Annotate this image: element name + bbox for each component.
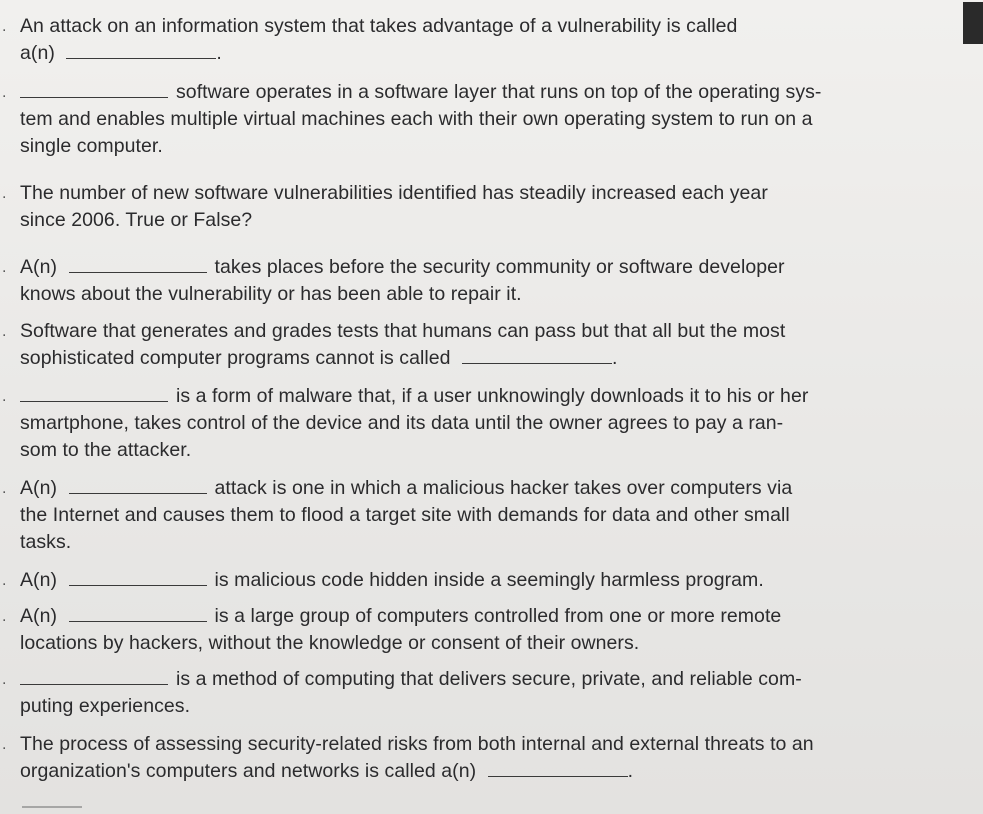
question-punctuation: . — [627, 760, 634, 782]
question-text: An attack on an information system that takes advantage of a vulnerability is called — [20, 15, 738, 37]
answer-blank[interactable] — [20, 83, 168, 98]
answer-blank[interactable] — [69, 571, 207, 586]
question-number: . — [2, 736, 7, 753]
answer-blank[interactable] — [69, 258, 207, 273]
question-text: software operates in a software layer that runs on top of the operating sys- — [176, 81, 822, 103]
answer-blank[interactable] — [66, 44, 216, 59]
question-6 — [2, 383, 910, 464]
answer-blank[interactable] — [69, 607, 207, 622]
question-text: A(n) — [20, 256, 58, 278]
question-number: . — [2, 480, 7, 497]
question-text: The process of assessing security-related risks from both internal and external threats to an — [20, 733, 814, 755]
question-punctuation: . — [612, 347, 618, 369]
question-text: puting experiences. — [20, 695, 191, 717]
answer-blank[interactable] — [488, 762, 628, 777]
answer-blank[interactable] — [462, 349, 612, 364]
question-3 — [2, 180, 910, 234]
question-punctuation: . — [216, 42, 222, 64]
question-text: sophisticated computer programs cannot is called — [20, 347, 451, 369]
question-text: attack is one in which a malicious hacker takes over computers via — [214, 477, 793, 499]
question-text: the Internet and causes them to flood a target site with demands for data and other small — [20, 504, 790, 526]
question-10 — [2, 666, 910, 720]
question-text: A(n) — [20, 477, 58, 499]
question-text: Software that generates and grades tests that humans can pass but that all but the most — [20, 320, 786, 342]
question-number: . — [2, 572, 7, 589]
question-text: locations by hackers, without the knowledge or consent of their owners. — [20, 632, 640, 654]
question-text: A(n) — [20, 569, 58, 591]
question-number: . — [2, 84, 7, 101]
question-number: . — [2, 671, 7, 688]
question-text: is a method of computing that delivers secure, private, and reliable com- — [176, 668, 802, 690]
question-text: som to the attacker. — [20, 439, 192, 461]
question-text: A(n) — [20, 605, 58, 627]
cut-off-next-line — [22, 806, 82, 814]
question-number: . — [2, 388, 7, 405]
question-text: takes places before the security community or software developer — [214, 256, 785, 278]
question-7 — [2, 475, 910, 556]
question-9 — [2, 603, 910, 657]
question-text: is a large group of computers controlled from one or more remote — [214, 605, 782, 627]
question-text: knows about the vulnerability or has been able to repair it. — [20, 283, 522, 305]
question-number: . — [2, 185, 7, 202]
question-2 — [2, 79, 910, 160]
question-5 — [2, 318, 910, 372]
question-text: tem and enables multiple virtual machines each with their own operating system to run on a — [20, 108, 813, 130]
question-8 — [2, 567, 910, 594]
question-text: tasks. — [20, 531, 72, 553]
question-number: . — [2, 323, 7, 340]
question-number: . — [2, 608, 7, 625]
question-text: single computer. — [20, 135, 163, 157]
page-edge-tab — [963, 2, 983, 44]
question-text: organization's computers and networks is called a(n) — [20, 760, 477, 782]
answer-blank[interactable] — [20, 670, 168, 685]
question-4 — [2, 254, 910, 308]
question-1 — [2, 13, 910, 67]
question-11 — [2, 731, 910, 785]
question-text: smartphone, takes control of the device and its data until the owner agrees to pay a ran- — [20, 412, 784, 434]
question-text: is malicious code hidden inside a seemingly harmless program. — [214, 569, 764, 591]
question-text: The number of new software vulnerabilities identified has steadily increased each year — [20, 182, 768, 204]
answer-blank[interactable] — [20, 387, 168, 402]
question-number: . — [2, 259, 7, 276]
question-text: a(n) — [20, 42, 55, 64]
question-text: is a form of malware that, if a user unknowingly downloads it to his or her — [176, 385, 809, 407]
question-number: . — [2, 18, 7, 35]
question-text: since 2006. True or False? — [20, 209, 253, 231]
answer-blank[interactable] — [69, 479, 207, 494]
